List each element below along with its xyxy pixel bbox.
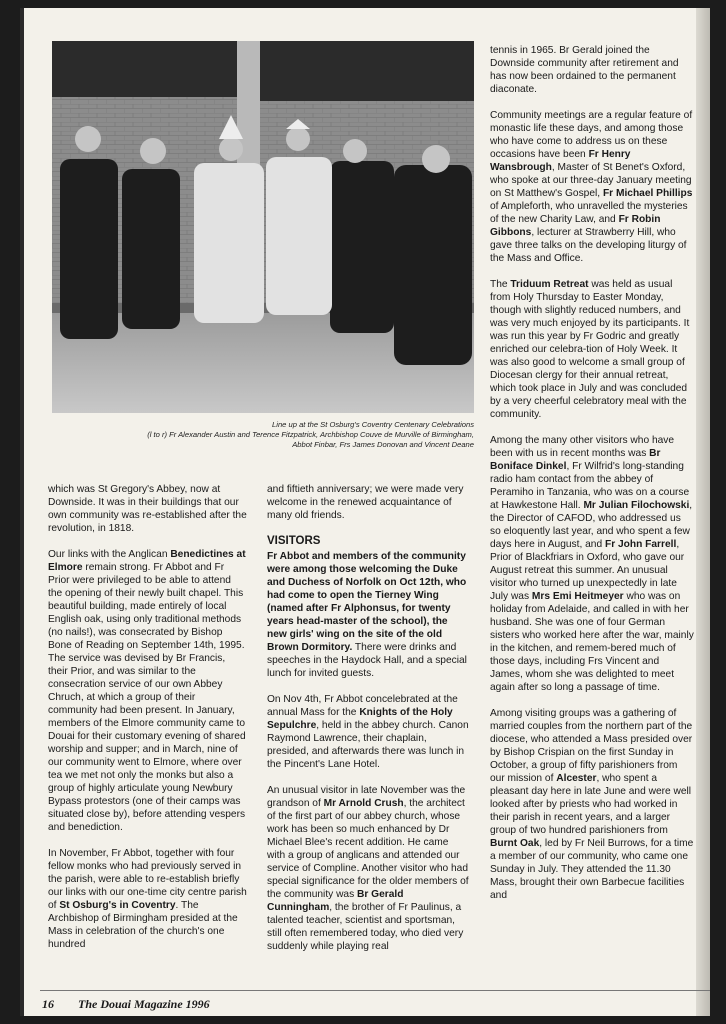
photo-caption: Line up at the St Osburg's Coventry Centenary Celebrations (l to r) Fr Alexander Austin and Terence Fitzpatrick, Archbishop Couve de Murville of Birmingham, Abbot Finbar, Frs James Donovan and Vincent Deane (147, 420, 474, 449)
paragraph: tennis in 1965. Br Gerald joined the Downside community after retirement and has now been ordained to the permanent diaconate. (490, 45, 679, 95)
page-footer (40, 990, 710, 1011)
paragraph: Community meetings are a regular feature of monastic life these days, and among those who have come to address us on these occasions have been Fr Henry Wansbrough, Master of St Benet's Oxford, who spoke at our three-day January meeting on St Matthew's Gospel, Fr Michael Phillips of Ampleforth, who unravelled the mysteries of the new Charity Law, and Fr Robin Gibbons, lecturer at Strawberry Hill, who gave three talks on the developing liturgy of the Mass and Office. (490, 110, 693, 264)
paragraph: On Nov 4th, Fr Abbot concelebrated at the annual Mass for the Knights of the Holy Sepulchre, held in the abbey church. Canon Raymond Lawrence, their chaplain, presided, and afterwards there was lunch in the Pincent's Lane Hotel. (267, 694, 469, 770)
paragraph: In November, Fr Abbot, together with four fellow monks who had previously served in the parish, were able to re-establish briefly our links with our one-time city centre parish of St Osburg's in Coventry. The Archbishop of Birmingham presided at the Mass in celebration of the church's one hundred (48, 848, 247, 950)
paragraph: Fr Abbot and members of the community were among those welcoming the Duke and Duchess of Norfolk on Oct 12th, who had come to open the Tierney Wing (named after Fr Alphonsus, for twenty years head-master of the school), the new girls' wing on the site of the old Brown Dormitory. There were drinks and speeches in the Haydock Hall, and a special lunch for invited guests. (267, 551, 467, 679)
magazine-page (20, 8, 710, 1016)
article-column-3 (490, 44, 694, 915)
article-column-1 (48, 483, 247, 964)
page-number: 16 (42, 997, 54, 1011)
section-heading: VISITORS (267, 535, 321, 547)
paragraph: which was St Gregory's Abbey, now at Downside. It was in their buildings that our own community was re-established after the revolution, in 1818. (48, 484, 247, 534)
group-photo (52, 41, 474, 413)
article-column-2 (267, 483, 469, 966)
group-photo-image (52, 41, 474, 413)
paragraph: Among the many other visitors who have been with us in recent months was Br Boniface Dinkel, Fr Wilfrid's long-standing radio ham contact from the abbey of Peramiho in Tanzania, who was on a course at Hawkestone Hall. Mr Julian Filochowski, the Director of CAFOD, who addressed us so eloquently last year, and who spent a few days here in August, and Fr John Farrell, Prior of Blackfriars in Oxford, who gave our August retreat this summer. An unusual visitor who turned up unexpectedly in late July was Mrs Emi Heitmeyer who was on holiday from Adelaide, and called in with her husband. She was one of four German sisters who worked here after the war, mainly in the kitchen, and remem-bered much of those days, including Frs Vincent and James, whom she was delighted to meet again after so long a passage of time. (490, 435, 694, 693)
paragraph: An unusual visitor in late November was the grandson of Mr Arnold Crush, the architect of the first part of our abbey church, whose work has been so much enhanced by Dr Michael Blee's recent addition. He came with a group of anglicans and attended our service of Compline. Another visitor who had special significance for the older members of the community was Br Gerald Cunningham, the brother of Fr Paulinus, a talented teacher, scientist and sportsman, still often remembered today, who died very suddenly while playing real (267, 785, 469, 952)
paragraph: The Triduum Retreat was held as usual from Holy Thursday to Easter Monday, though with slightly reduced numbers, and was very much enjoyed by its participants. It was run this year by Fr Godric and greatly enriched our celebra-tion of Holy Week. It was also good to welcome a small group of Diocesan clergy for their annual retreat, which took place in July and was concluded by a very cheerful celebratory meal with the community. (490, 279, 690, 420)
paragraph: Among visiting groups was a gathering of married couples from the northern part of the diocese, who attended a Mass presided over by Bishop Crispian on the first Sunday in October, a group of fifty parishioners from our mission of Alcester, who spent a pleasant day here in late June and were well looked after by priests who had worked in their parish in recent years, and a larger group of two hundred parishioners from Burnt Oak, led by Fr Neil Burrows, for a time a member of our community, who came one Sunday in July. They attended the 11.30 Mass, brought their own Barbecue facilities and (490, 708, 694, 901)
publication-title: The Douai Magazine 1996 (78, 997, 210, 1011)
paragraph: Our links with the Anglican Benedictines at Elmore remain strong. Fr Abbot and Fr Prior were privileged to be able to attend the opening of their newly built chapel. This beautiful building, made entirely of local English oak, using only traditional methods (no nails!), was consecrated by Bishop Bone of Reading on September 14th, 1995. The service was devised by Br Francis, their Prior, and was similar to the consecration service of our own Abbey Chruch, at which a group of their community had been present. In January, members of the Elmore community came to Douai for their customary evening of shared worship and supper; and in March, nine of our community went to Elmore, where over tea we met not only the monks but also a group of highly articulate young Newbury Bypass protestors (one of their camps was situated close by), before attending vespers and benediction. (48, 549, 246, 833)
paragraph: and fiftieth anniversary; we were made very welcome in the renewed acquaintance of many old friends. (267, 484, 464, 521)
